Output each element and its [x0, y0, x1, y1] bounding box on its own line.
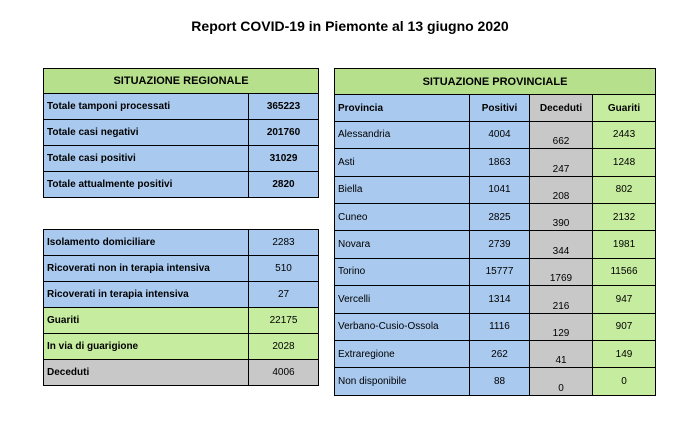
province-deceduti: 208 — [530, 176, 593, 203]
table-row — [335, 231, 656, 258]
column-header-guariti: Guariti — [593, 95, 656, 121]
row-label: Totale casi positivi — [44, 146, 249, 172]
province-positivi: 88 — [470, 368, 530, 395]
table-row — [44, 146, 319, 172]
regional-summary-table — [43, 68, 319, 198]
row-label: Deceduti — [44, 360, 249, 386]
province-name: Cuneo — [335, 203, 470, 230]
province-guariti: 149 — [593, 340, 656, 367]
table-row — [335, 149, 656, 176]
table-row — [44, 120, 319, 146]
province-deceduti: 662 — [530, 121, 593, 148]
column-header-positivi: Positivi — [470, 95, 530, 121]
row-value: 27 — [249, 282, 319, 308]
province-positivi: 1041 — [470, 176, 530, 203]
regional-header: SITUAZIONE REGIONALE — [44, 69, 319, 94]
table-row — [335, 203, 656, 230]
province-guariti: 907 — [593, 313, 656, 340]
row-label: Guariti — [44, 308, 249, 334]
province-positivi: 262 — [470, 340, 530, 367]
row-value: 510 — [249, 256, 319, 282]
province-positivi: 2739 — [470, 231, 530, 258]
province-guariti: 11566 — [593, 258, 656, 285]
province-guariti: 1981 — [593, 231, 656, 258]
table-row — [44, 282, 319, 308]
table-row — [44, 360, 319, 386]
province-name: Vercelli — [335, 286, 470, 313]
province-deceduti: 344 — [530, 231, 593, 258]
province-deceduti: 247 — [530, 149, 593, 176]
row-value: 2283 — [249, 230, 319, 256]
province-positivi: 4004 — [470, 121, 530, 148]
province-positivi: 1116 — [470, 313, 530, 340]
province-positivi: 2825 — [470, 203, 530, 230]
province-name: Torino — [335, 258, 470, 285]
row-label: Isolamento domiciliare — [44, 230, 249, 256]
row-value: 2820 — [249, 172, 319, 198]
province-name: Asti — [335, 149, 470, 176]
province-deceduti: 0 — [530, 368, 593, 395]
row-label: Totale attualmente positivi — [44, 172, 249, 198]
table-row — [44, 256, 319, 282]
province-guariti: 947 — [593, 286, 656, 313]
row-label: In via di guarigione — [44, 334, 249, 360]
table-row — [44, 334, 319, 360]
row-label: Ricoverati in terapia intensiva — [44, 282, 249, 308]
province-deceduti: 1769 — [530, 258, 593, 285]
row-label: Totale tamponi processati — [44, 94, 249, 120]
table-row — [44, 230, 319, 256]
table-row — [44, 94, 319, 120]
province-guariti: 0 — [593, 368, 656, 395]
row-value: 22175 — [249, 308, 319, 334]
province-deceduti: 216 — [530, 286, 593, 313]
province-name: Verbano-Cusio-Ossola — [335, 313, 470, 340]
table-row — [335, 368, 656, 395]
province-name: Extraregione — [335, 340, 470, 367]
table-row — [44, 172, 319, 198]
row-value: 4006 — [249, 360, 319, 386]
province-name: Biella — [335, 176, 470, 203]
regional-details-table — [43, 229, 319, 386]
column-header-row — [335, 95, 656, 121]
table-row — [335, 121, 656, 148]
table-row — [44, 308, 319, 334]
row-value: 31029 — [249, 146, 319, 172]
province-name: Alessandria — [335, 121, 470, 148]
provincial-header: SITUAZIONE PROVINCIALE — [335, 69, 656, 95]
row-value: 365223 — [249, 94, 319, 120]
column-header-deceduti: Deceduti — [530, 95, 593, 121]
province-positivi: 1863 — [470, 149, 530, 176]
table-row — [335, 340, 656, 367]
province-guariti: 2132 — [593, 203, 656, 230]
province-positivi: 15777 — [470, 258, 530, 285]
table-row — [335, 258, 656, 285]
province-deceduti: 41 — [530, 340, 593, 367]
row-value: 2028 — [249, 334, 319, 360]
table-row — [335, 286, 656, 313]
province-name: Novara — [335, 231, 470, 258]
table-row — [335, 313, 656, 340]
province-name: Non disponibile — [335, 368, 470, 395]
province-guariti: 2443 — [593, 121, 656, 148]
table-row — [335, 176, 656, 203]
report-title: Report COVID-19 in Piemonte al 13 giugno 2020 — [191, 18, 509, 34]
row-label: Ricoverati non in terapia intensiva — [44, 256, 249, 282]
column-header-provincia: Provincia — [335, 95, 470, 121]
row-label: Totale casi negativi — [44, 120, 249, 146]
province-positivi: 1314 — [470, 286, 530, 313]
province-guariti: 1248 — [593, 149, 656, 176]
row-value: 201760 — [249, 120, 319, 146]
province-guariti: 802 — [593, 176, 656, 203]
provincial-table — [334, 68, 656, 396]
province-deceduti: 390 — [530, 203, 593, 230]
province-deceduti: 129 — [530, 313, 593, 340]
